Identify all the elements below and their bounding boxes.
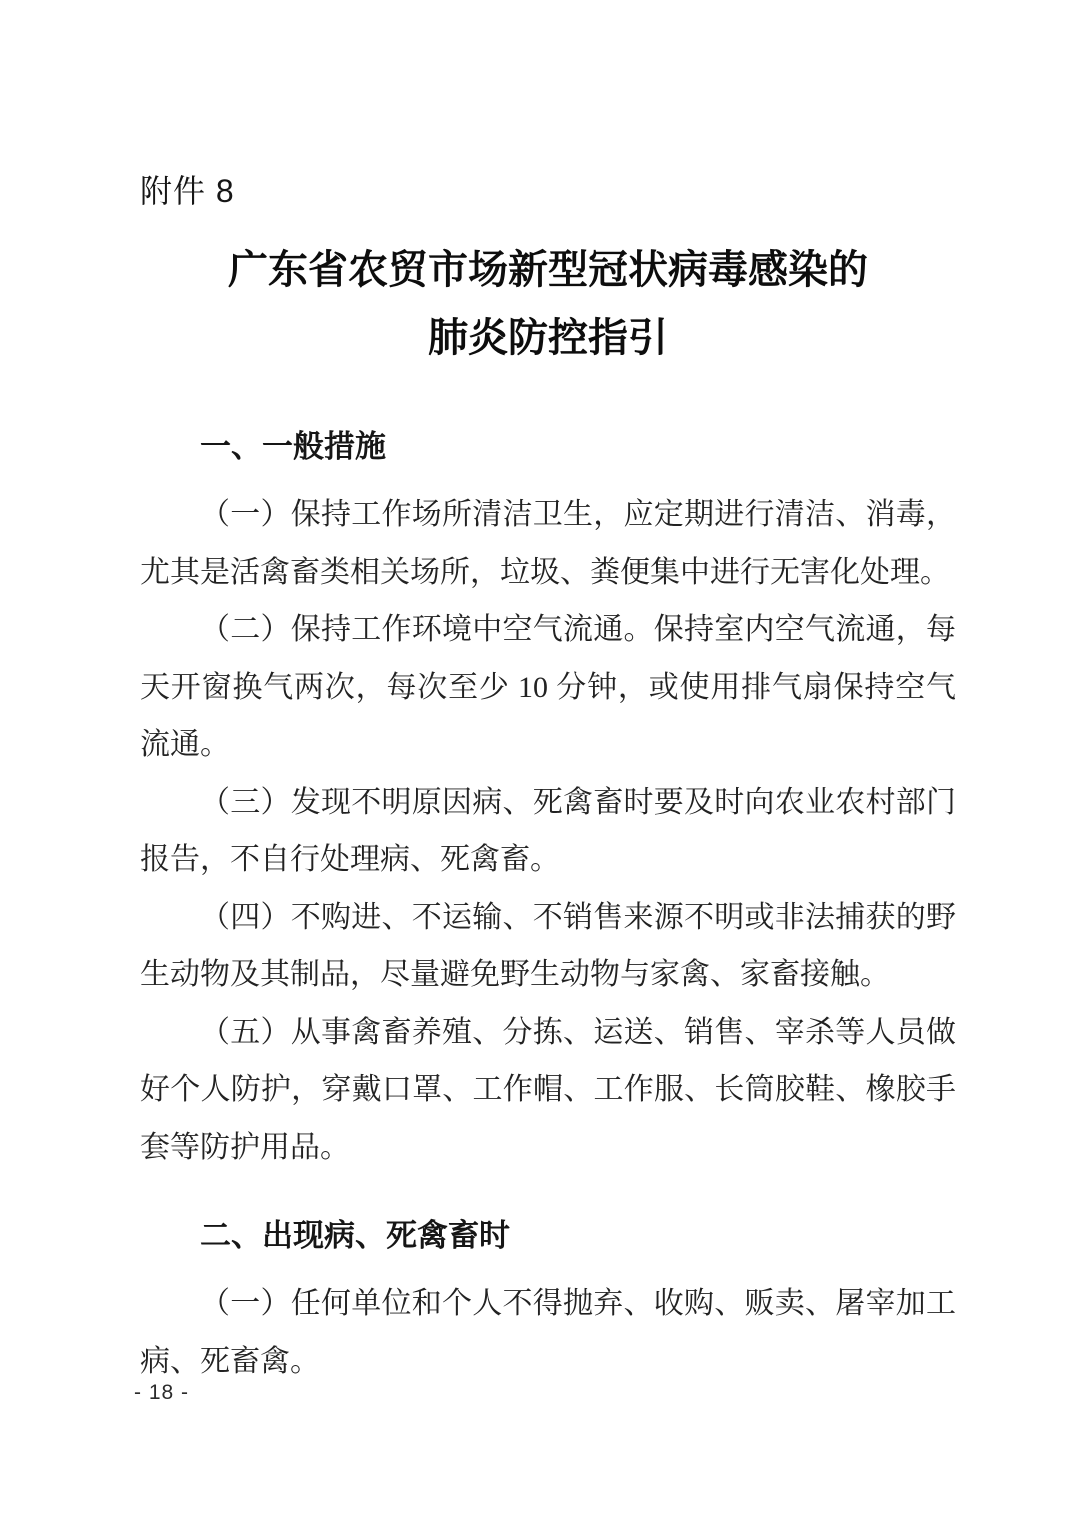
document-content xyxy=(140,0,956,1390)
paragraph-1-4: （四）不购进、不运输、不销售来源不明或非法捕获的野生动物及其制品，尽量避免野生动物与家禽、家畜接触。 xyxy=(140,900,956,991)
document-title-line1: 广东省农贸市场新型冠状病毒感染的 xyxy=(228,247,868,292)
document-title-line2: 肺炎防控指引 xyxy=(428,315,668,360)
paragraph-1-2: （二）保持工作环境中空气流通。保持室内空气流通，每天开窗换气两次，每次至少 10 分钟，或使用排气扇保持空气流通。 xyxy=(140,613,956,761)
paragraph-1-5: （五）从事禽畜养殖、分拣、运送、销售、宰杀等人员做好个人防护，穿戴口罩、工作帽、工作服、长筒胶鞋、橡胶手套等防护用品。 xyxy=(140,1015,956,1164)
attachment-label: 附件 8 xyxy=(140,173,235,209)
document-title xyxy=(140,236,956,372)
paragraph-1-3: （三）发现不明原因病、死禽畜时要及时向农业农村部门报告，不自行处理病、死禽畜。 xyxy=(140,785,956,876)
section-heading-2: 二、出现病、死禽畜时 xyxy=(200,1218,510,1253)
paragraph-2-1: （一）任何单位和个人不得抛弃、收购、贩卖、屠宰加工病、死畜禽。 xyxy=(140,1287,956,1378)
paragraph-1-1: （一）保持工作场所清洁卫生，应定期进行清洁、消毒，尤其是活禽畜类相关场所，垃圾、粪便集中进行无害化处理。 xyxy=(140,498,956,589)
section-heading-1: 一、一般措施 xyxy=(200,429,386,464)
page-number: - 18 - xyxy=(134,1381,190,1404)
